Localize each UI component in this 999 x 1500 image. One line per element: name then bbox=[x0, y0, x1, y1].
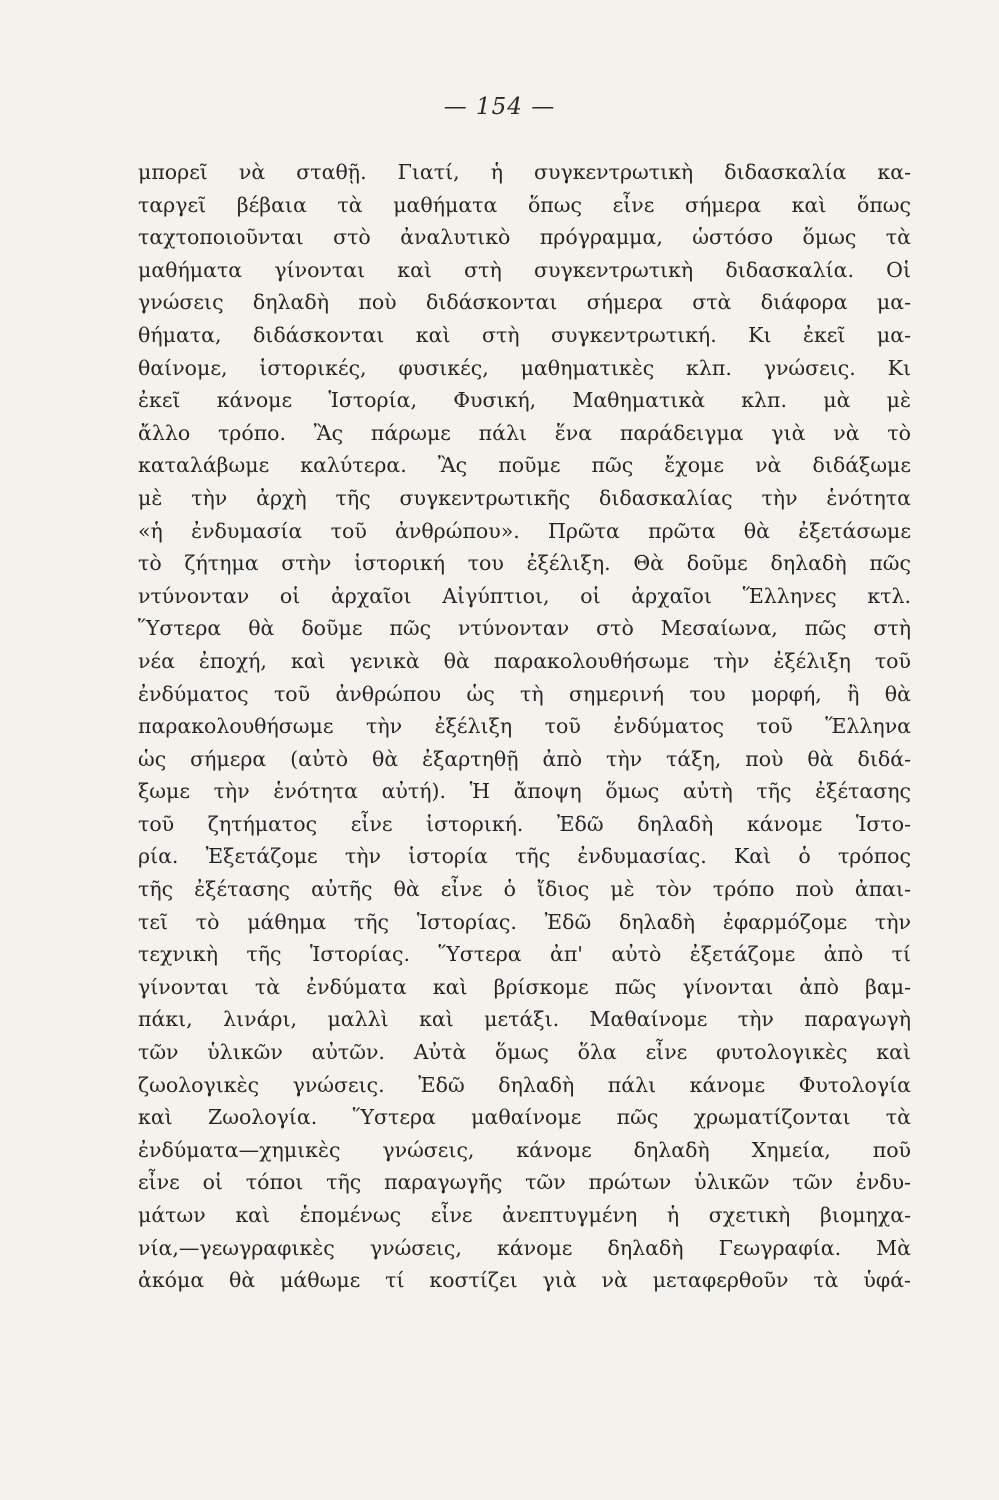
text-line: μὲ τὴν ἀρχὴ τῆς συγκεντρωτικῆς διδασκαλίας τὴν ἑνότητα bbox=[138, 485, 911, 510]
text-line: γίνονται τὰ ἐνδύματα καὶ βρίσκομε πῶς γίνονται ἀπὸ βαμ- bbox=[138, 974, 911, 999]
text-line: παρακολουθήσωμε τὴν ἐξέλιξη τοῦ ἐνδύματος τοῦ Ἕλληνα bbox=[138, 714, 911, 739]
text-line: τοῦ ζητήματος εἶνε ἱστορική. Ἐδῶ δηλαδὴ κάνομε Ἱστο- bbox=[138, 811, 911, 836]
text-line: ἐνδύματα—χημικὲς γνώσεις, κάνομε δηλαδὴ Χημεία, ποῦ bbox=[138, 1137, 911, 1162]
text-line: ὡς σήμερα (αὐτὸ θὰ ἐξαρτηθῇ ἀπὸ τὴν τάξη, ποὺ θὰ διδά- bbox=[138, 746, 911, 771]
text-line: τὸ ζήτημα στὴν ἱστορική του ἐξέλιξη. Θὰ δοῦμε δηλαδὴ πῶς bbox=[138, 551, 911, 576]
text-line: ζωολογικὲς γνώσεις. Ἐδῶ δηλαδὴ πάλι κάνομε Φυτολογία bbox=[138, 1072, 911, 1097]
text-line: νία,—γεωγραφικὲς γνώσεις, κάνομε δηλαδὴ Γεωγραφία. Μὰ bbox=[138, 1235, 911, 1260]
text-line: μάτων καὶ ἑπομένως εἶνε ἀνεπτυγμένη ἡ σχετικὴ βιομηχα- bbox=[138, 1203, 911, 1227]
text-line: μαθήματα γίνονται καὶ στὴ συγκεντρωτικὴ διδασκαλία. Οἱ bbox=[138, 257, 911, 282]
text-line: γνώσεις δηλαδὴ ποὺ διδάσκονται σήμερα στὰ διάφορα μα- bbox=[138, 290, 911, 315]
text-line: νέα ἐποχή, καὶ γενικὰ θὰ παρακολουθήσωμε τὴν ἐξέλιξη τοῦ bbox=[138, 648, 911, 673]
text-line: ντύνονταν οἱ ἀρχαῖοι Αἰγύπτιοι, οἱ ἀρχαῖοι Ἕλληνες κτλ. bbox=[138, 583, 911, 608]
text-line: θήματα, διδάσκονται καὶ στὴ συγκεντρωτική. Κι ἐκεῖ μα- bbox=[138, 322, 911, 347]
text-line: τῆς ἐξέτασης αὐτῆς θὰ εἶνε ὁ ἴδιος μὲ τὸν τρόπο ποὺ ἀπαι- bbox=[138, 877, 911, 902]
text-line: ρία. Ἐξετάζομε τὴν ἱστορία τῆς ἐνδυμασίας. Καὶ ὁ τρόπος bbox=[138, 844, 911, 869]
text-line: καταλάβωμε καλύτερα. Ἂς ποῦμε πῶς ἔχομε νὰ διδάξωμε bbox=[138, 453, 911, 478]
body-text bbox=[138, 156, 911, 1297]
text-line: Ὕστερα θὰ δοῦμε πῶς ντύνονταν στὸ Μεσαίωνα, πῶς στὴ bbox=[138, 616, 911, 641]
text-line: ταργεῖ βέβαια τὰ μαθήματα ὅπως εἶνε σήμερα καὶ ὅπως bbox=[138, 192, 911, 217]
text-line: ἐκεῖ κάνομε Ἱστορία, Φυσική, Μαθηματικὰ κλπ. μὰ μὲ bbox=[138, 388, 911, 413]
text-line: ἀκόμα θὰ μάθωμε τί κοστίζει γιὰ νὰ μεταφερθοῦν τὰ ὑφά- bbox=[138, 1268, 911, 1293]
text-line: μπορεῖ νὰ σταθῇ. Γιατί, ἡ συγκεντρωτικὴ διδασκαλία κα- bbox=[138, 160, 911, 184]
text-line: ἐνδύματος τοῦ ἀνθρώπου ὡς τὴ σημερινή του μορφή, ἢ θὰ bbox=[138, 681, 911, 706]
text-line: εἶνε οἱ τόποι τῆς παραγωγῆς τῶν πρώτων ὑλικῶν τῶν ἐνδυ- bbox=[138, 1170, 911, 1195]
text-line: τεῖ τὸ μάθημα τῆς Ἱστορίας. Ἐδῶ δηλαδὴ ἐφαρμόζομε τὴν bbox=[138, 909, 911, 934]
text-line: καὶ Ζωολογία. Ὕστερα μαθαίνομε πῶς χρωματίζονται τὰ bbox=[138, 1105, 911, 1130]
text-line: θαίνομε, ἱστορικές, φυσικές, μαθηματικὲς κλπ. γνώσεις. Κι bbox=[138, 355, 911, 380]
text-line: τῶν ὑλικῶν αὐτῶν. Αὐτὰ ὅμως ὅλα εἶνε φυτολογικὲς καὶ bbox=[138, 1040, 911, 1065]
text-line: ἄλλο τρόπο. Ἂς πάρωμε πάλι ἕνα παράδειγμα γιὰ νὰ τὸ bbox=[138, 420, 911, 445]
text-line: ξωμε τὴν ἑνότητα αὐτή). Ἡ ἄποψη ὅμως αὐτὴ τῆς ἐξέτασης bbox=[138, 779, 911, 804]
text-line: πάκι, λινάρι, μαλλὶ καὶ μετάξι. Μαθαίνομε τὴν παραγωγὴ bbox=[138, 1007, 911, 1032]
text-line: «ἡ ἐνδυμασία τοῦ ἀνθρώπου». Πρῶτα πρῶτα θὰ ἐξετάσωμε bbox=[138, 518, 911, 543]
text-line: τεχνικὴ τῆς Ἱστορίας. Ὕστερα ἀπ' αὐτὸ ἐξετάζομε ἀπὸ τί bbox=[138, 942, 911, 967]
text-line: ταχτοποιοῦνται στὸ ἀναλυτικὸ πρόγραμμα, ὡστόσο ὅμως τὰ bbox=[138, 225, 911, 250]
page-number: — 154 — bbox=[443, 94, 556, 120]
